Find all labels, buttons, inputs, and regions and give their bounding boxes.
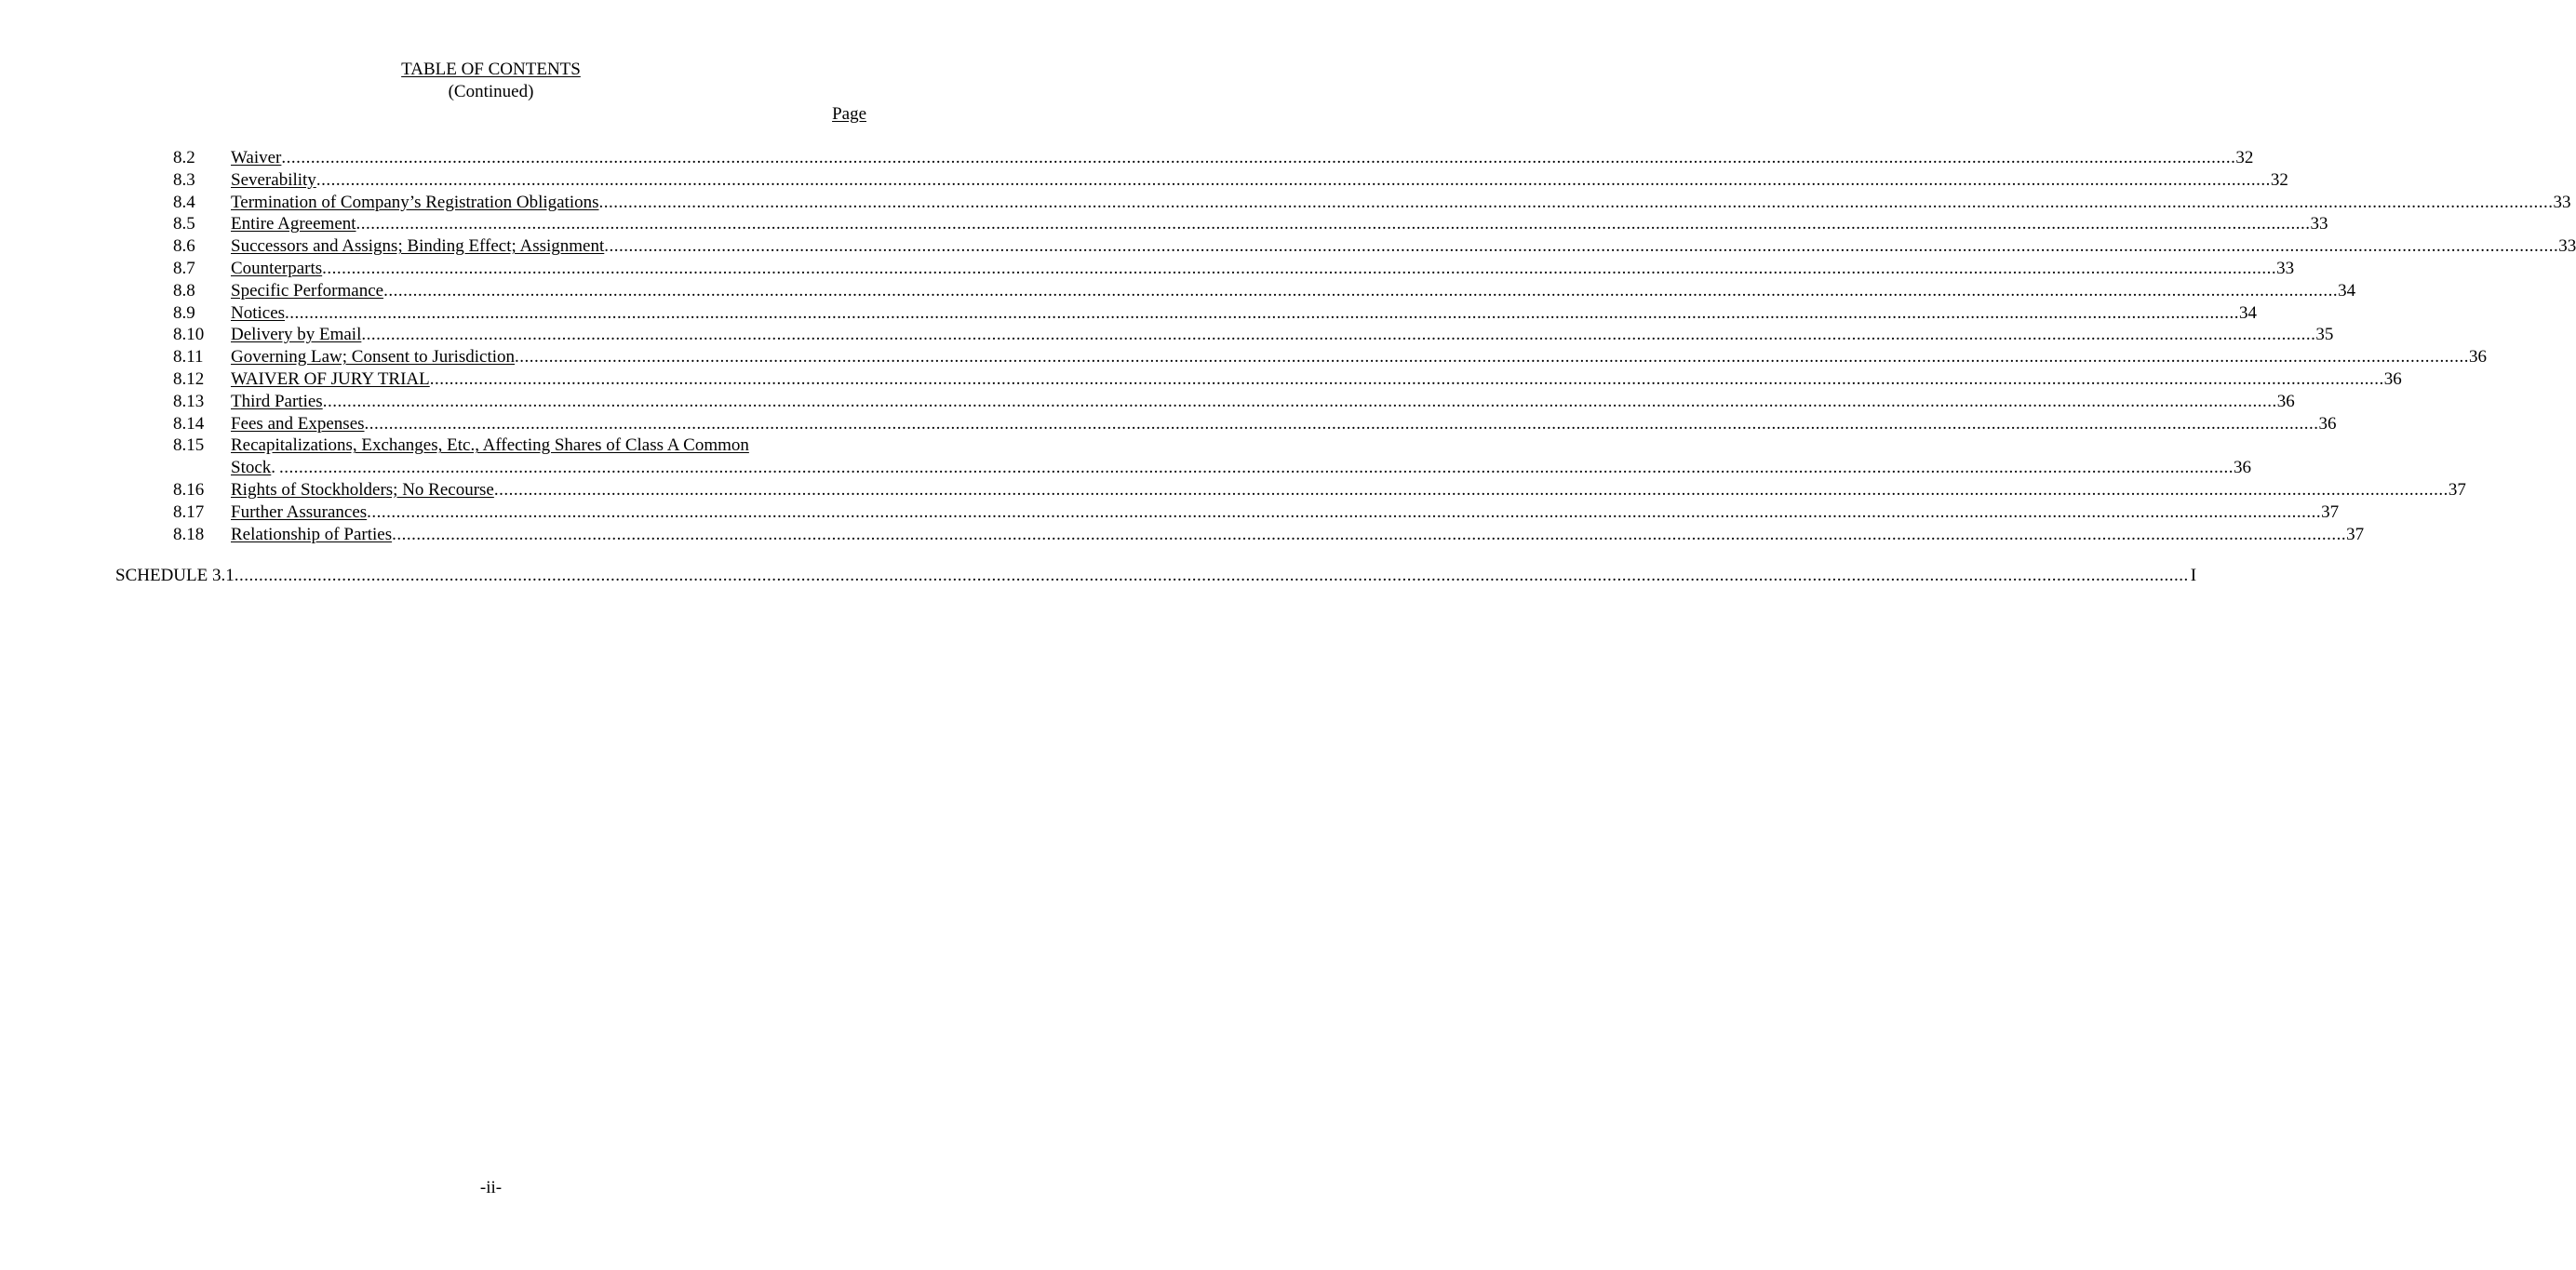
dot-leader: ................................................................................................................................................................................................................................................................................................................................................................................................................ [392,524,2347,544]
section-title[interactable]: Entire Agreement [231,214,356,234]
dot-leader: ................................................................................................................................................................................................................................................................................................................................................................................................................ [364,413,2319,434]
dot-leader: ................................................................................................................................................................................................................................................................................................................................................................................................................ [598,192,2554,212]
section-number: 8.16 [173,479,205,500]
section-title[interactable]: Governing Law; Consent to Jurisdiction [231,347,516,368]
toc-entry[interactable] [173,346,2488,368]
section-title[interactable]: WAIVER OF JURY TRIAL [231,368,430,389]
page-number: 37 [2321,501,2340,522]
toc-entry-continuation[interactable] [173,457,2252,479]
page-number: 35 [2315,325,2334,345]
dot-leader: ................................................................................................................................................................................................................................................................................................................................................................................................................ [234,566,2189,585]
section-number: 8.11 [173,347,204,368]
section-number: 8.5 [173,214,195,234]
toc-entry[interactable] [173,501,2340,524]
section-number: 8.4 [173,192,195,212]
dot-leader: ................................................................................................................................................................................................................................................................................................................................................................................................................ [322,258,2277,278]
section-number: 8.2 [173,148,195,167]
dot-leader: ................................................................................................................................................................................................................................................................................................................................................................................................................ [356,214,2311,234]
section-title[interactable]: Recapitalizations, Exchanges, Etc., Affecting Shares of Class A Common [231,435,749,456]
dot-leader: ................................................................................................................................................................................................................................................................................................................................................................................................................ [322,391,2277,411]
section-title[interactable]: Counterparts [231,258,323,278]
section-number: 8.18 [173,524,205,544]
toc-entry[interactable] [173,524,2365,546]
page-number: 33 [2558,236,2576,257]
section-title[interactable]: Notices [231,302,286,323]
section-title[interactable]: Specific Performance [231,280,384,301]
dot-leader: ................................................................................................................................................................................................................................................................................................................................................................................................................ [285,302,2240,323]
schedule-entry[interactable] [115,565,2197,587]
section-number: 8.6 [173,236,195,257]
dot-leader: ................................................................................................................................................................................................................................................................................................................................................................................................................ [493,479,2449,500]
toc-entry[interactable] [173,169,2288,192]
page-number: 36 [2318,413,2337,434]
section-number: 8.14 [173,413,205,434]
dot-leader: ................................................................................................................................................................................................................................................................................................................................................................................................................ [315,169,2271,190]
toc-entry[interactable] [173,479,2466,501]
page-number: 33 [2276,258,2295,278]
page-number: 33 [2553,192,2571,212]
section-number: 8.15 [173,435,205,456]
section-title[interactable]: Waiver [231,148,282,167]
page-number: 36 [2469,347,2488,368]
section-number: 8.7 [173,258,195,278]
toc-entry[interactable] [173,235,2576,258]
section-number: 8.13 [173,391,205,411]
page-number: 32 [2270,169,2288,190]
section-title[interactable]: Fees and Expenses [231,413,365,434]
page-number: 36 [2276,391,2295,411]
toc-title: TABLE OF CONTENTS [401,60,581,79]
section-title[interactable]: Relationship of Parties [231,524,393,544]
toc-entry[interactable] [173,258,2295,280]
page-number: 34 [2338,280,2356,301]
dot-leader: ................................................................................................................................................................................................................................................................................................................................................................................................................ [367,501,2322,522]
section-title[interactable]: Termination of Company’s Registration Obligations [231,192,599,212]
page-column-header: Page [832,104,866,124]
schedule-title[interactable]: SCHEDULE 3.1 [115,566,235,585]
section-number: 8.10 [173,325,205,345]
section-title[interactable]: Rights of Stockholders; No Recourse [231,479,494,500]
section-title[interactable]: Severability [231,169,316,190]
dot-leader: ................................................................................................................................................................................................................................................................................................................................................................................................................ [604,236,2559,257]
page-number: I [2190,566,2197,585]
page-number: 33 [2310,214,2328,234]
page-number: 37 [2448,479,2466,500]
section-title-continued[interactable]: Stock [231,458,272,478]
dot-leader: ................................................................................................................................................................................................................................................................................................................................................................................................................ [361,325,2316,345]
section-number: 8.17 [173,501,205,522]
toc-subtitle: (Continued) [448,82,534,101]
toc-entry[interactable] [173,280,2356,302]
dot-leader: ................................................................................................................................................................................................................................................................................................................................................................................................................ [281,148,2236,167]
page-number: 36 [2234,458,2252,478]
toc-entry[interactable] [173,213,2328,235]
dot-leader: ................................................................................................................................................................................................................................................................................................................................................................................................................ [383,280,2339,301]
page-number: 34 [2239,302,2258,323]
page-number: 37 [2346,524,2365,544]
toc-entry[interactable] [173,192,2571,214]
page-number: 36 [2383,368,2402,389]
toc-entry[interactable] [173,391,2295,413]
toc-heading [0,59,982,103]
toc-entry[interactable] [173,147,2254,169]
section-title[interactable]: Further Assurances [231,501,368,522]
section-title[interactable]: Successors and Assigns; Binding Effect; Assignment [231,236,605,257]
section-title[interactable]: Third Parties [231,391,323,411]
page-footer-number: -ii- [479,1178,503,1197]
toc-entry[interactable] [173,324,2334,346]
section-title[interactable]: Delivery by Email [231,325,362,345]
toc-list [173,147,2576,545]
dot-leader: ................................................................................................................................................................................................................................................................................................................................................................................................................ [279,458,2234,478]
section-number: 8.12 [173,368,205,389]
section-number: 8.9 [173,302,195,323]
toc-entry[interactable] [173,368,2402,391]
dot-leader: ................................................................................................................................................................................................................................................................................................................................................................................................................ [515,347,2470,368]
toc-entry[interactable] [173,302,2258,325]
section-number: 8.8 [173,280,195,301]
page-number: 32 [2235,148,2254,167]
toc-entry[interactable] [173,413,2337,435]
section-number: 8.3 [173,169,195,190]
title-suffix: . [271,458,276,478]
toc-entry[interactable] [173,434,866,457]
dot-leader: ................................................................................................................................................................................................................................................................................................................................................................................................................ [429,368,2384,389]
